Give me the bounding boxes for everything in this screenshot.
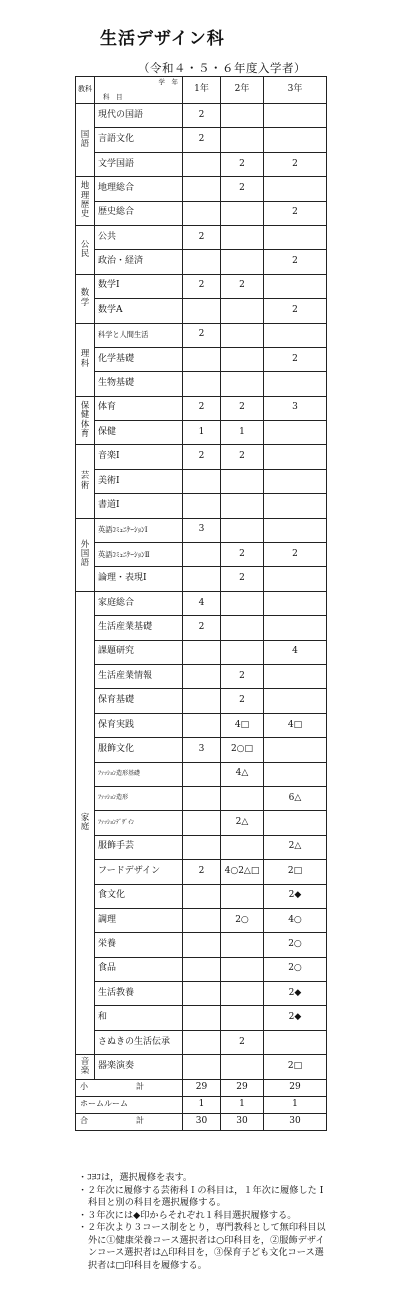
credit-year-3 bbox=[264, 128, 327, 152]
footer-year-2: 30 bbox=[221, 1113, 264, 1130]
footer-label: 合 計 bbox=[76, 1113, 183, 1130]
subject-name: 調理 bbox=[95, 908, 183, 932]
credit-year-2 bbox=[221, 347, 264, 371]
credit-year-3 bbox=[264, 591, 327, 615]
credit-year-2 bbox=[221, 128, 264, 152]
subject-row bbox=[76, 299, 327, 323]
subject-row bbox=[76, 738, 327, 762]
credit-year-2 bbox=[221, 835, 264, 859]
subject-name: 生物基礎 bbox=[95, 372, 183, 396]
credit-year-1 bbox=[183, 957, 221, 981]
credit-year-3: 2 bbox=[264, 152, 327, 176]
subject-name: 和 bbox=[95, 1006, 183, 1030]
subject-row bbox=[76, 933, 327, 957]
credit-year-2: 2○ bbox=[221, 908, 264, 932]
credit-year-1: 2 bbox=[183, 616, 221, 640]
category-cell: 保健体育 bbox=[76, 396, 95, 445]
subject-row bbox=[76, 494, 327, 518]
credit-year-1 bbox=[183, 250, 221, 274]
credit-year-1 bbox=[183, 835, 221, 859]
subject-row bbox=[76, 786, 327, 810]
credit-year-3: 4□ bbox=[264, 713, 327, 737]
subject-row bbox=[76, 152, 327, 176]
subject-row bbox=[76, 1030, 327, 1054]
credit-year-2: 2 bbox=[221, 567, 264, 591]
subject-row bbox=[76, 445, 327, 469]
credit-year-1: 2 bbox=[183, 225, 221, 249]
credit-year-3 bbox=[264, 616, 327, 640]
credit-year-3 bbox=[264, 445, 327, 469]
credit-year-3 bbox=[264, 225, 327, 249]
credit-year-2: 2 bbox=[221, 396, 264, 420]
subject-name: 課題研究 bbox=[95, 640, 183, 664]
credit-year-3: 2○ bbox=[264, 957, 327, 981]
subject-name: 数学Ⅰ bbox=[95, 274, 183, 298]
credit-year-3 bbox=[264, 177, 327, 201]
category-cell: 国語 bbox=[76, 104, 95, 177]
credit-year-1: 2 bbox=[183, 860, 221, 884]
footer-year-2: 29 bbox=[221, 1079, 264, 1096]
credit-year-1: 2 bbox=[183, 323, 221, 347]
subject-name: 美術Ⅰ bbox=[95, 469, 183, 493]
subject-name: ﾌｧｯｼｮﾝ造形基礎 bbox=[95, 762, 183, 786]
subject-row bbox=[76, 664, 327, 688]
subject-row bbox=[76, 567, 327, 591]
subject-name: 公共 bbox=[95, 225, 183, 249]
category-cell: 外国語 bbox=[76, 518, 95, 591]
page-title: 生活デザイン科 bbox=[100, 29, 225, 49]
credit-year-2 bbox=[221, 225, 264, 249]
header-year-label: 学 年 bbox=[158, 78, 178, 86]
credit-year-2 bbox=[221, 518, 264, 542]
credit-year-3: 2◆ bbox=[264, 982, 327, 1006]
category-cell: 理科 bbox=[76, 323, 95, 396]
credit-year-1 bbox=[183, 567, 221, 591]
footer-year-3: 29 bbox=[264, 1079, 327, 1096]
header-year-3: 3年 bbox=[264, 77, 327, 104]
subject-name: 保育実践 bbox=[95, 713, 183, 737]
credit-year-3 bbox=[264, 494, 327, 518]
subject-row bbox=[76, 225, 327, 249]
subject-row bbox=[76, 835, 327, 859]
subject-row bbox=[76, 274, 327, 298]
credit-year-3 bbox=[264, 518, 327, 542]
footer-year-2: 1 bbox=[221, 1096, 264, 1113]
subject-name: 英語ｺﾐｭﾆｹｰｼｮﾝⅡ bbox=[95, 543, 183, 567]
subject-name: 政治・経済 bbox=[95, 250, 183, 274]
credit-year-1: 2 bbox=[183, 128, 221, 152]
credit-year-3: 2□ bbox=[264, 1055, 327, 1079]
subject-name: 論理・表現Ⅰ bbox=[95, 567, 183, 591]
credit-year-3 bbox=[264, 689, 327, 713]
credit-year-2: 2○□ bbox=[221, 738, 264, 762]
credit-year-3: 2 bbox=[264, 250, 327, 274]
credit-year-3 bbox=[264, 811, 327, 835]
subject-row bbox=[76, 982, 327, 1006]
subject-row bbox=[76, 518, 327, 542]
subject-row bbox=[76, 811, 327, 835]
subject-name: 言語文化 bbox=[95, 128, 183, 152]
credit-year-3: 2◆ bbox=[264, 1006, 327, 1030]
credit-year-2 bbox=[221, 786, 264, 810]
curriculum-table bbox=[75, 76, 327, 1131]
credit-year-2: 4○2△□ bbox=[221, 860, 264, 884]
credit-year-2: 1 bbox=[221, 421, 264, 445]
credit-year-1: 2 bbox=[183, 274, 221, 298]
credit-year-1: 1 bbox=[183, 421, 221, 445]
credit-year-1 bbox=[183, 152, 221, 176]
note-1: ・ｺﾖｺは，選択履修を表す。 bbox=[78, 1172, 193, 1183]
credit-year-1 bbox=[183, 982, 221, 1006]
subject-name: 文学国語 bbox=[95, 152, 183, 176]
subject-row bbox=[76, 421, 327, 445]
credit-year-2 bbox=[221, 299, 264, 323]
subject-name: 音楽Ⅰ bbox=[95, 445, 183, 469]
credit-year-2 bbox=[221, 469, 264, 493]
credit-year-2: 2 bbox=[221, 445, 264, 469]
footer-row bbox=[76, 1096, 327, 1113]
credit-year-1: 3 bbox=[183, 738, 221, 762]
credit-year-1 bbox=[183, 469, 221, 493]
subject-name: さぬきの生活伝承 bbox=[95, 1030, 183, 1054]
credit-year-3 bbox=[264, 323, 327, 347]
credit-year-3: 2 bbox=[264, 201, 327, 225]
credit-year-1 bbox=[183, 640, 221, 664]
credit-year-1 bbox=[183, 201, 221, 225]
subject-name: 地理総合 bbox=[95, 177, 183, 201]
subject-name: 歴史総合 bbox=[95, 201, 183, 225]
credit-year-1 bbox=[183, 372, 221, 396]
credit-year-2 bbox=[221, 591, 264, 615]
category-cell: 数学 bbox=[76, 274, 95, 323]
credit-year-2: 4△ bbox=[221, 762, 264, 786]
credit-year-1 bbox=[183, 664, 221, 688]
notes bbox=[78, 1172, 330, 1272]
credit-year-1 bbox=[183, 908, 221, 932]
subject-name: 数学A bbox=[95, 299, 183, 323]
credit-year-3 bbox=[264, 1030, 327, 1054]
subject-row bbox=[76, 1006, 327, 1030]
credit-year-1 bbox=[183, 884, 221, 908]
credit-year-3 bbox=[264, 274, 327, 298]
credit-year-1: 4 bbox=[183, 591, 221, 615]
footer-row bbox=[76, 1113, 327, 1130]
credit-year-3 bbox=[264, 372, 327, 396]
credit-year-2 bbox=[221, 616, 264, 640]
subject-row bbox=[76, 396, 327, 420]
credit-year-1 bbox=[183, 811, 221, 835]
footer-row bbox=[76, 1079, 327, 1096]
credit-year-1 bbox=[183, 299, 221, 323]
credit-year-1 bbox=[183, 347, 221, 371]
subject-row bbox=[76, 347, 327, 371]
subject-row bbox=[76, 957, 327, 981]
credit-year-2 bbox=[221, 201, 264, 225]
subject-row bbox=[76, 713, 327, 737]
credit-year-3 bbox=[264, 567, 327, 591]
credit-year-1: 2 bbox=[183, 104, 221, 128]
footer-year-1: 1 bbox=[183, 1096, 221, 1113]
credit-year-1 bbox=[183, 762, 221, 786]
subject-name: 服飾手芸 bbox=[95, 835, 183, 859]
credit-year-2: 2 bbox=[221, 664, 264, 688]
category-cell: 家庭 bbox=[76, 591, 95, 1054]
credit-year-1: 3 bbox=[183, 518, 221, 542]
credit-year-1 bbox=[183, 494, 221, 518]
credit-year-2: 2△ bbox=[221, 811, 264, 835]
subject-name: 書道Ⅰ bbox=[95, 494, 183, 518]
subject-row bbox=[76, 884, 327, 908]
header-category-cell: 教科 bbox=[76, 77, 95, 104]
subject-row bbox=[76, 469, 327, 493]
credit-year-2 bbox=[221, 104, 264, 128]
subject-name: 家庭総合 bbox=[95, 591, 183, 615]
credit-year-3 bbox=[264, 738, 327, 762]
footer-label: 小 計 bbox=[76, 1079, 183, 1096]
category-cell: 音楽 bbox=[76, 1055, 95, 1079]
credit-year-1 bbox=[183, 933, 221, 957]
subject-row bbox=[76, 616, 327, 640]
category-cell: 公民 bbox=[76, 225, 95, 274]
subject-name: 生活産業基礎 bbox=[95, 616, 183, 640]
credit-year-1 bbox=[183, 1030, 221, 1054]
credit-year-1 bbox=[183, 689, 221, 713]
subject-name: ﾌｧｯｼｮﾝ造形 bbox=[95, 786, 183, 810]
subject-name: 生活教養 bbox=[95, 982, 183, 1006]
credit-year-2 bbox=[221, 372, 264, 396]
footer-year-3: 30 bbox=[264, 1113, 327, 1130]
credit-year-2 bbox=[221, 640, 264, 664]
subject-name: 体育 bbox=[95, 396, 183, 420]
credit-year-1 bbox=[183, 1055, 221, 1079]
subject-name: 栄養 bbox=[95, 933, 183, 957]
credit-year-2: 4□ bbox=[221, 713, 264, 737]
credit-year-3 bbox=[264, 469, 327, 493]
footer-year-1: 29 bbox=[183, 1079, 221, 1096]
subject-name: 食文化 bbox=[95, 884, 183, 908]
credit-year-3: 2 bbox=[264, 543, 327, 567]
credit-year-2 bbox=[221, 250, 264, 274]
subject-row bbox=[76, 689, 327, 713]
page-subtitle: （令和４・５・６年度入学者） bbox=[138, 61, 306, 75]
credit-year-2: 2 bbox=[221, 274, 264, 298]
subject-row bbox=[76, 640, 327, 664]
credit-year-2 bbox=[221, 957, 264, 981]
subject-row bbox=[76, 860, 327, 884]
credit-year-3 bbox=[264, 664, 327, 688]
subject-row bbox=[76, 1055, 327, 1079]
subject-name: 保健 bbox=[95, 421, 183, 445]
subject-row bbox=[76, 762, 327, 786]
header-year-2: 2年 bbox=[221, 77, 264, 104]
subject-name: 服飾文化 bbox=[95, 738, 183, 762]
subject-row bbox=[76, 543, 327, 567]
subject-row bbox=[76, 177, 327, 201]
subject-row bbox=[76, 372, 327, 396]
subject-row bbox=[76, 201, 327, 225]
credit-year-3 bbox=[264, 762, 327, 786]
header-diagonal-cell bbox=[95, 77, 183, 104]
credit-year-3: 3 bbox=[264, 396, 327, 420]
header-year-1: 1年 bbox=[183, 77, 221, 104]
subject-name: 生活産業情報 bbox=[95, 664, 183, 688]
credit-year-1 bbox=[183, 177, 221, 201]
subject-row bbox=[76, 250, 327, 274]
footer-year-1: 30 bbox=[183, 1113, 221, 1130]
credit-year-1 bbox=[183, 713, 221, 737]
note-3: ・３年次には◆印からそれぞれ１科目選択履修する。 bbox=[78, 1209, 297, 1221]
credit-year-1 bbox=[183, 786, 221, 810]
subject-name: 現代の国語 bbox=[95, 104, 183, 128]
subject-name: 化学基礎 bbox=[95, 347, 183, 371]
credit-year-1: 2 bbox=[183, 445, 221, 469]
subject-name: 保育基礎 bbox=[95, 689, 183, 713]
credit-year-3: 4○ bbox=[264, 908, 327, 932]
category-cell: 地理歴史 bbox=[76, 177, 95, 226]
credit-year-3: 2△ bbox=[264, 835, 327, 859]
note-4: ・２年次より３コース制をとり，専門教科として無印科目以外に①健康栄養コース選択者は○印科目を，②服飾デザインコース選択者は△印科目を，③保育子ども文化コース選択者は□印科目を履修する。 bbox=[78, 1222, 326, 1271]
credit-year-1 bbox=[183, 543, 221, 567]
note-2: ・２年次に履修する芸術科Ｉの科目は，１年次に履修した I 科目と別の科目を選択履修する。 bbox=[78, 1184, 324, 1208]
credit-year-2 bbox=[221, 1055, 264, 1079]
credit-year-1: 2 bbox=[183, 396, 221, 420]
credit-year-3: 2 bbox=[264, 299, 327, 323]
category-cell: 芸術 bbox=[76, 445, 95, 518]
credit-year-3: 2○ bbox=[264, 933, 327, 957]
credit-year-2 bbox=[221, 494, 264, 518]
subject-name: 器楽演奏 bbox=[95, 1055, 183, 1079]
credit-year-2 bbox=[221, 323, 264, 347]
header-subject-label: 科 目 bbox=[103, 92, 123, 101]
footer-label: ホームルーム bbox=[76, 1096, 183, 1113]
credit-year-3 bbox=[264, 421, 327, 445]
subject-name: 科学と人間生活 bbox=[95, 323, 183, 347]
subject-row bbox=[76, 128, 327, 152]
credit-year-2 bbox=[221, 982, 264, 1006]
credit-year-2: 2 bbox=[221, 152, 264, 176]
credit-year-3: 6△ bbox=[264, 786, 327, 810]
subject-name: ﾌｧｯｼｮﾝﾃﾞｻﾞｲﾝ bbox=[95, 811, 183, 835]
subject-name: 英語ｺﾐｭﾆｹｰｼｮﾝⅠ bbox=[95, 518, 183, 542]
credit-year-3: 4 bbox=[264, 640, 327, 664]
credit-year-1 bbox=[183, 1006, 221, 1030]
credit-year-3: 2◆ bbox=[264, 884, 327, 908]
footer-year-3: 1 bbox=[264, 1096, 327, 1113]
subject-name: 食品 bbox=[95, 957, 183, 981]
subject-row bbox=[76, 323, 327, 347]
credit-year-2 bbox=[221, 1006, 264, 1030]
header-row bbox=[76, 77, 327, 104]
subject-row bbox=[76, 104, 327, 128]
credit-year-2: 2 bbox=[221, 543, 264, 567]
credit-year-2 bbox=[221, 933, 264, 957]
subject-name: フードデザイン bbox=[95, 860, 183, 884]
subject-row bbox=[76, 908, 327, 932]
subject-row bbox=[76, 591, 327, 615]
credit-year-3: 2□ bbox=[264, 860, 327, 884]
credit-year-3 bbox=[264, 104, 327, 128]
credit-year-2: 2 bbox=[221, 177, 264, 201]
credit-year-2: 2 bbox=[221, 689, 264, 713]
credit-year-2: 2 bbox=[221, 1030, 264, 1054]
credit-year-2 bbox=[221, 884, 264, 908]
credit-year-3: 2 bbox=[264, 347, 327, 371]
